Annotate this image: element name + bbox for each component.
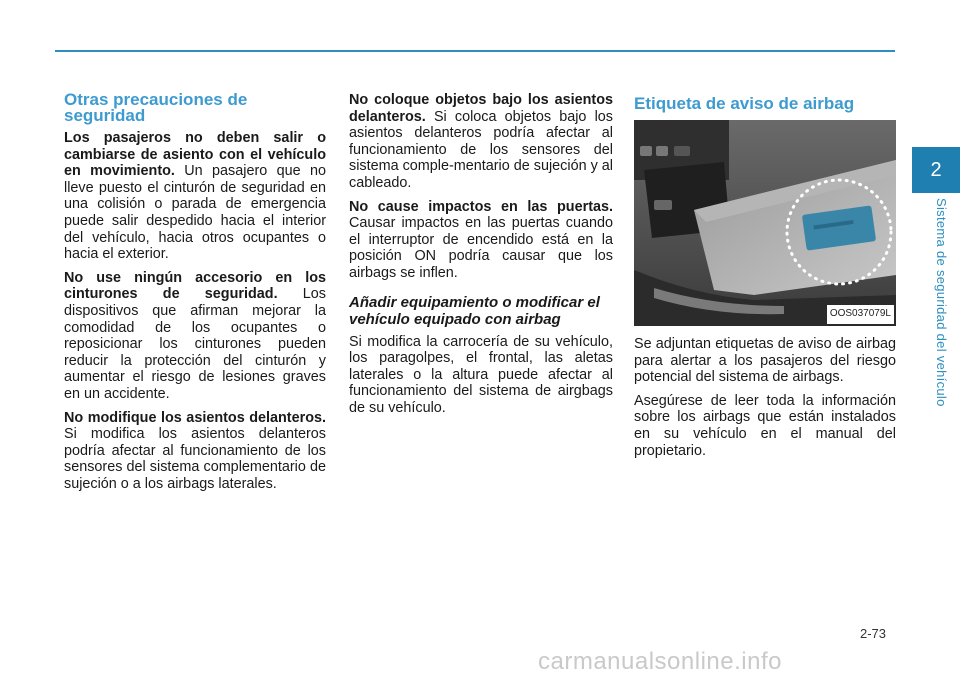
- paragraph-text: Causar impactos en las puertas cuando el interruptor de encendido está en la posición ON podría causar que los airbags se inflen.: [349, 215, 613, 281]
- page-number: 2-73: [860, 626, 887, 641]
- paragraph: [349, 199, 613, 282]
- watermark: carmanualsonline.info: [538, 648, 782, 675]
- chapter-title: Sistema de seguridad del vehículo: [934, 198, 949, 407]
- paragraph: [64, 130, 326, 263]
- header-rule: [55, 50, 895, 52]
- image-code: OOS037079L: [827, 305, 894, 324]
- section-heading-safety: Otras precauciones de seguridad: [64, 90, 248, 125]
- paragraph: Si modifica la carrocería de su vehículo, los paragolpes, el frontal, las aletas laterales o la altura puede afectar al funcionamiento del sistema de airgbags de su vehículo.: [349, 333, 613, 416]
- paragraph-text: Un pasajero que no lleve puesto el cinturón de seguridad en una colisión o parada de emergencia puede salir despedido hacia el interior del vehículo, hacia otros ocupantes o hacia el exterior.: [64, 163, 326, 263]
- chapter-side-title: [936, 198, 956, 428]
- column-3: [634, 92, 896, 466]
- paragraph-lead: No coloque objetos bajo los asientos delanteros.: [349, 92, 613, 125]
- paragraph-lead: Los pasajeros no deben salir o cambiarse de asiento con el vehículo en movimiento.: [64, 130, 326, 180]
- paragraph-text: Si modifica los asientos delanteros podría afectar al funcionamiento de los sensores del sistema complementario de sujeción o a los airbags laterales.: [64, 426, 326, 492]
- sun-visor-illustration: [634, 120, 896, 326]
- paragraph-lead: No cause impactos en las puertas.: [349, 198, 613, 215]
- chapter-number: 2: [930, 158, 942, 181]
- paragraph: [349, 92, 613, 192]
- chapter-tab: [912, 147, 960, 193]
- subheading-modify-vehicle: Añadir equipamiento o modificar el vehículo equipado con airbag: [349, 293, 600, 328]
- paragraph: Asegúrese de leer toda la información sobre los airbags que están instalados en su vehículo en el manual del propietario.: [634, 392, 896, 459]
- paragraph-lead: No modifique los asientos delanteros.: [64, 409, 326, 426]
- paragraph: Se adjuntan etiquetas de aviso de airbag para alertar a los pasajeros del riesgo potencial del sistema de airbags.: [634, 336, 896, 386]
- section-heading-airbag-label: Etiqueta de aviso de airbag: [634, 94, 855, 113]
- paragraph-text: Los dispositivos que afirman mejorar la comodidad de los ocupantes o reposicionar los cinturones pueden reducir la protección del cinturón y aumentar el riesgo de lesiones graves en un accidente.: [64, 286, 327, 402]
- column-1: [64, 92, 326, 499]
- paragraph: [64, 270, 326, 403]
- airbag-label-photo: [634, 120, 896, 326]
- paragraph-lead: No use ningún accesorio en los cinturones de seguridad.: [64, 269, 326, 303]
- column-2: [349, 92, 613, 424]
- paragraph: [64, 410, 326, 493]
- paragraph-text: Si coloca objetos bajo los asientos delanteros podría afectar al funcionamiento de los sensores del sistema comple-mentario de sujeción y al cableado.: [349, 108, 613, 191]
